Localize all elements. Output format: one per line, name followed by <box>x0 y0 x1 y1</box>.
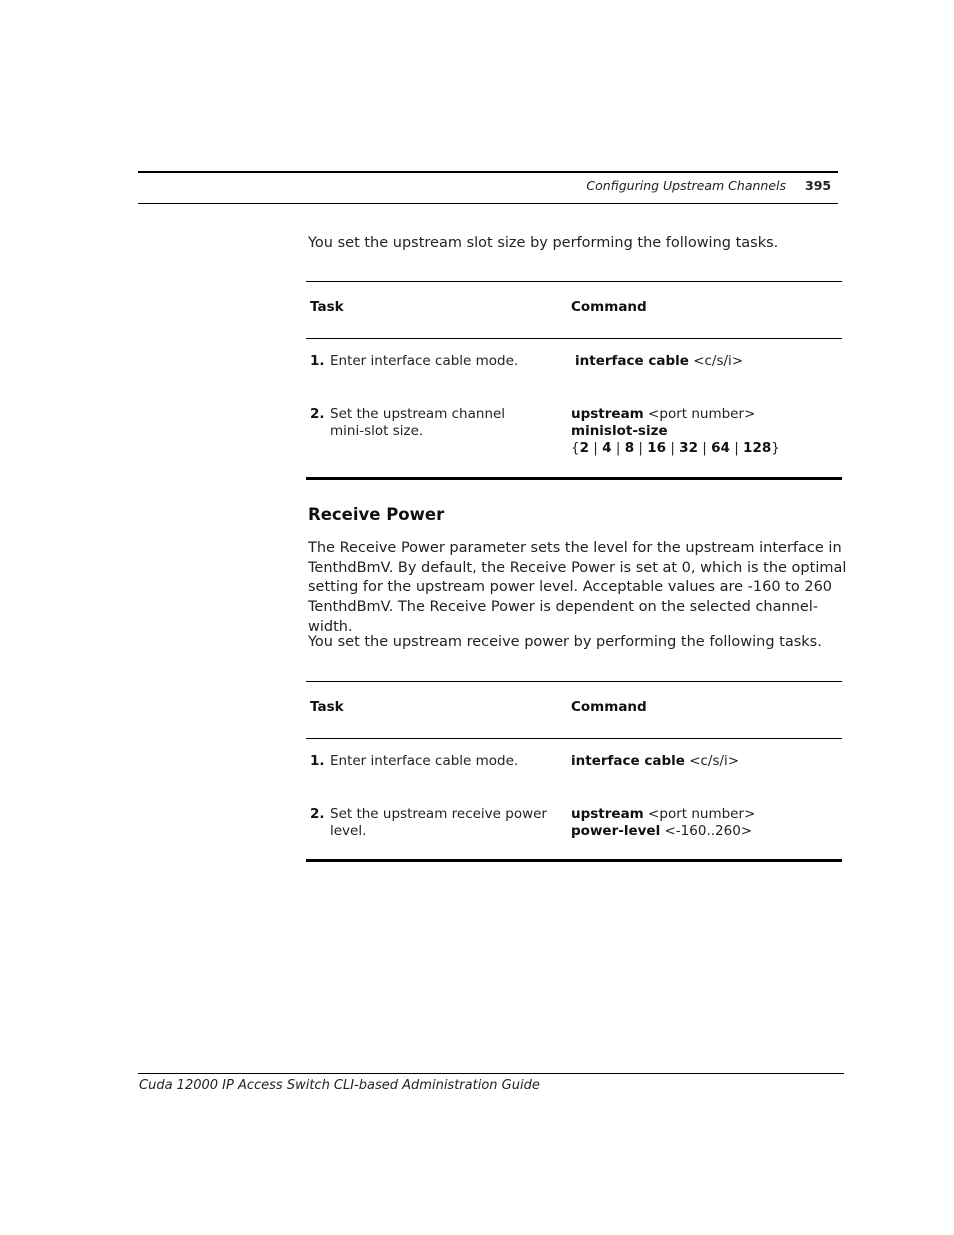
separator: | <box>729 440 744 456</box>
command-argument: <c/s/i> <box>688 353 744 369</box>
option-value: 16 <box>647 440 667 456</box>
column-header-command: Command <box>571 299 647 315</box>
command-line <box>571 406 780 423</box>
command-text <box>571 406 780 457</box>
paragraph-line: TenthdBmV. The Receive Power is dependent on the selected channel-width. <box>308 599 819 635</box>
section-heading: Receive Power <box>308 505 445 524</box>
option-value: 32 <box>679 440 698 456</box>
option-value: 2 <box>579 440 589 456</box>
page-number: 395 <box>805 178 832 193</box>
table-rule <box>306 281 842 282</box>
task-text <box>330 806 547 840</box>
task-text: Enter interface cable mode. <box>330 753 519 769</box>
command-line <box>571 806 755 823</box>
command-keyword: minislot-size <box>571 423 668 439</box>
command-keyword: power-level <box>571 823 661 839</box>
command-argument: <-160..260> <box>660 823 753 839</box>
column-header-task: Task <box>310 699 344 715</box>
command-keyword: upstream <box>571 806 644 822</box>
command-keyword: upstream <box>571 406 644 422</box>
task-line: Set the upstream channel <box>330 406 506 422</box>
task-line: level. <box>330 823 367 839</box>
separator: | <box>589 440 603 456</box>
step-number: 1. <box>310 353 325 369</box>
footer-rule <box>138 1073 844 1074</box>
table-rule <box>306 738 842 739</box>
task-line: mini-slot size. <box>330 423 424 439</box>
separator: | <box>666 440 680 456</box>
option-value: 128 <box>743 440 772 456</box>
running-header-title: Configuring Upstream Channels <box>586 178 786 193</box>
brace: } <box>771 440 780 456</box>
paragraph-line: TenthdBmV. By default, the Receive Power is set at 0, which is the optimal <box>308 559 847 576</box>
task-text <box>330 406 505 440</box>
column-header-task: Task <box>310 299 344 315</box>
command-keyword: interface cable <box>575 353 689 369</box>
step-number: 2. <box>310 406 325 422</box>
header-rule-bottom <box>138 203 838 204</box>
column-header-command: Command <box>571 699 647 715</box>
command-text <box>571 806 755 840</box>
table-rule <box>306 338 842 339</box>
intro-paragraph-2: You set the upstream receive power by performing the following tasks. <box>308 634 822 650</box>
brace: { <box>571 440 580 456</box>
step-number: 2. <box>310 806 325 822</box>
paragraph-line: The Receive Power parameter sets the level for the upstream interface in <box>308 540 842 556</box>
separator: | <box>697 440 712 456</box>
option-value: 4 <box>602 440 612 456</box>
table-rule-bottom <box>306 859 842 862</box>
task-text: Enter interface cable mode. <box>330 353 519 369</box>
separator: | <box>611 440 625 456</box>
section-paragraph <box>308 539 848 638</box>
step-number: 1. <box>310 753 325 769</box>
footer-title: Cuda 12000 IP Access Switch CLI-based Administration Guide <box>139 1078 540 1093</box>
command-keyword: interface cable <box>571 753 685 769</box>
command-options <box>571 440 780 457</box>
table-rule <box>306 681 842 682</box>
task-line: Set the upstream receive power <box>330 806 547 822</box>
separator: | <box>634 440 648 456</box>
command-argument: <c/s/i> <box>684 753 740 769</box>
command-line <box>571 823 755 840</box>
option-value: 8 <box>624 440 635 456</box>
command-argument: <port number> <box>643 806 756 822</box>
intro-paragraph-1: You set the upstream slot size by performing the following tasks. <box>308 235 779 251</box>
header-rule-top <box>138 171 838 173</box>
command-text <box>575 353 743 370</box>
command-text <box>571 753 739 770</box>
paragraph-line: setting for the upstream power level. Acceptable values are -160 to 260 <box>308 579 833 596</box>
table-rule-bottom <box>306 477 842 480</box>
option-value: 64 <box>711 440 730 456</box>
command-argument: <port number> <box>643 406 756 422</box>
